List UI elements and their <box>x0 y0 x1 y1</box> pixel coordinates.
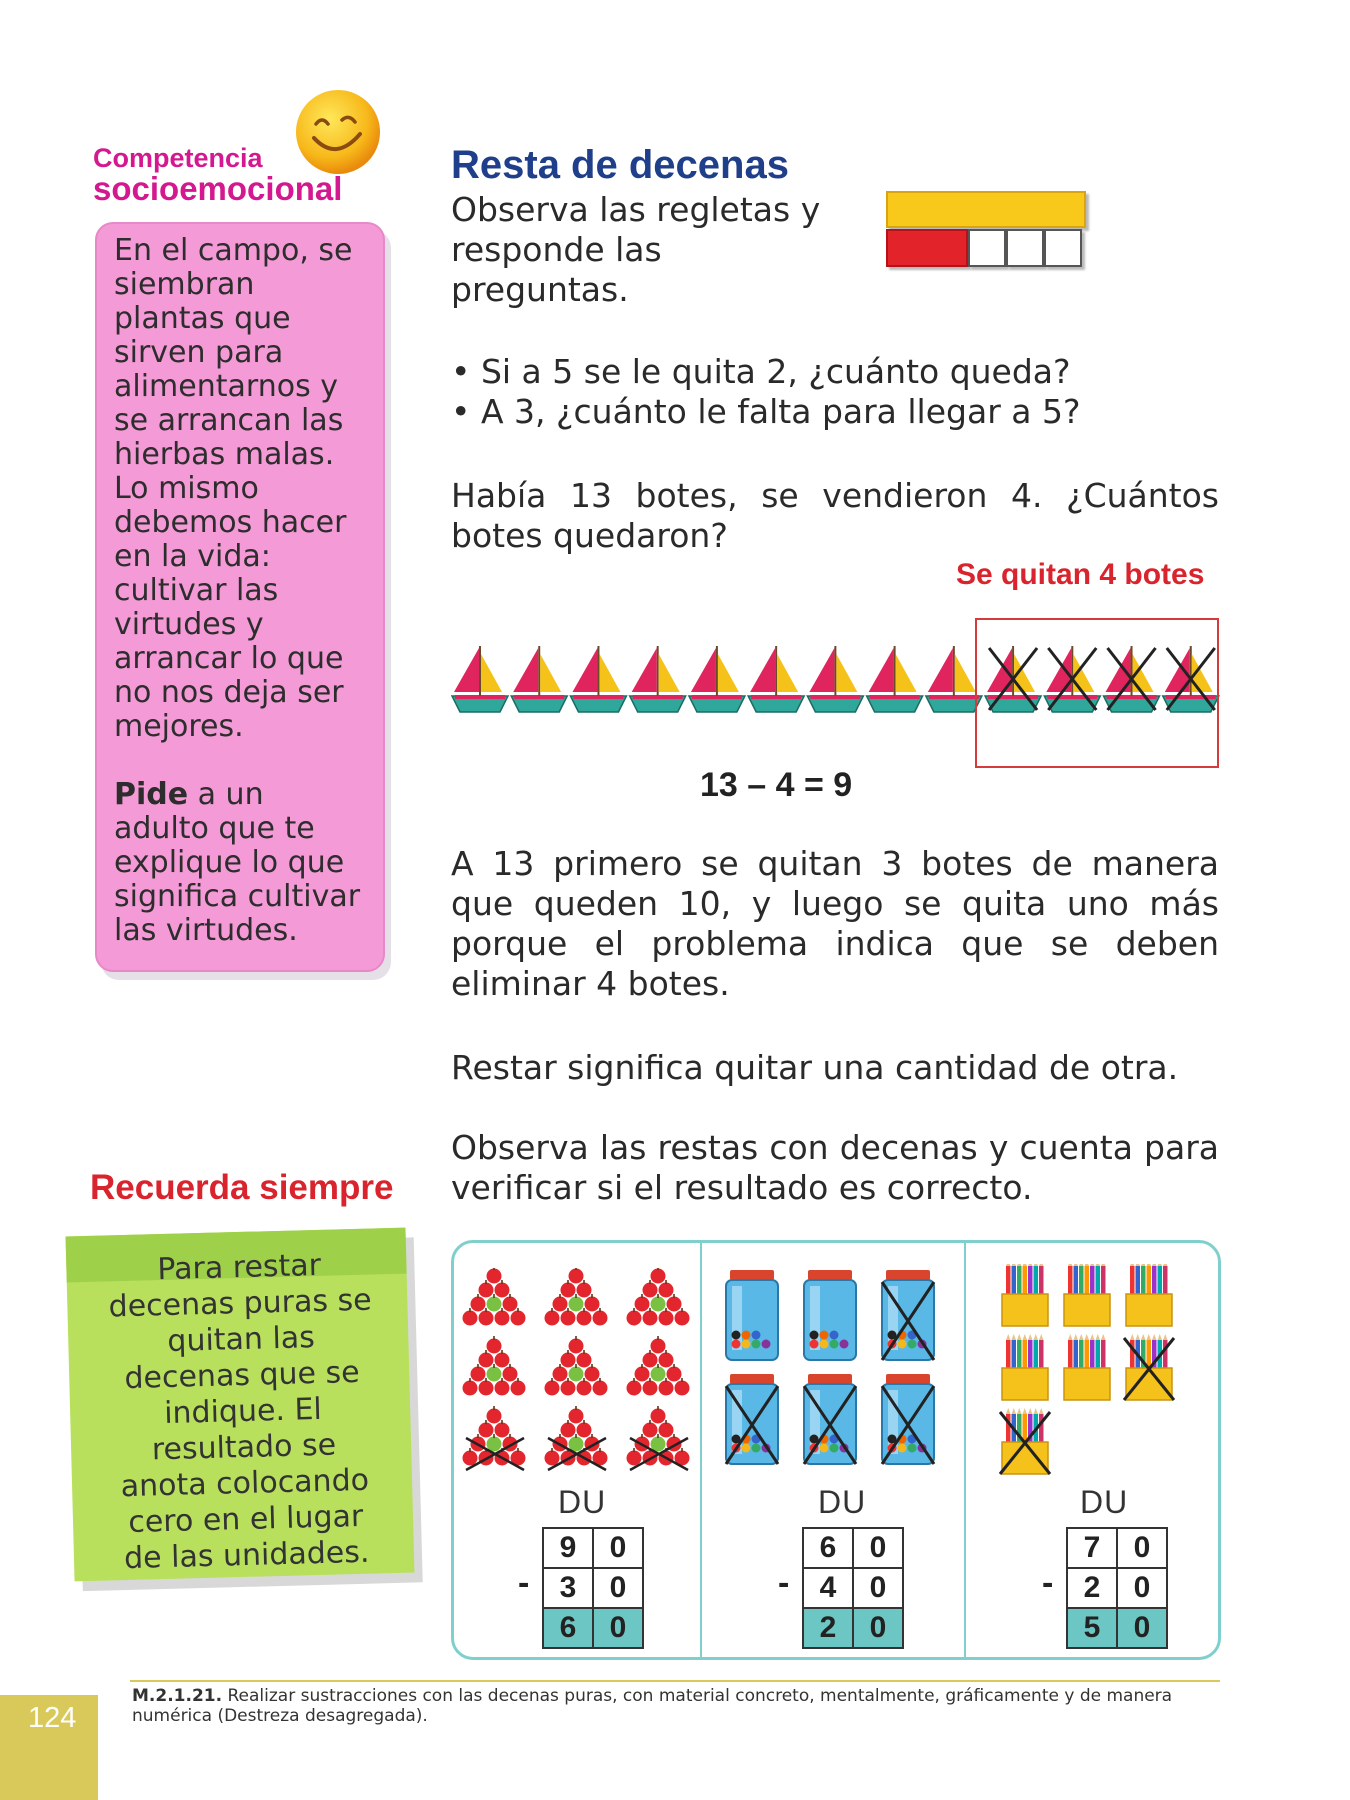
green-line: Para restar <box>156 1247 322 1288</box>
minus-sign: - <box>778 1564 790 1602</box>
boat-icon <box>807 646 863 712</box>
pide-bold: Pide <box>114 777 189 812</box>
observa-restas-text: Observa las restas con decenas y cuenta para verificar si el resultado es correcto. <box>451 1128 1219 1207</box>
green-line: cero en el lugar <box>127 1498 364 1541</box>
pencil-box-icon <box>1002 1334 1048 1400</box>
green-line: resultado se <box>151 1427 337 1468</box>
apple-group-icon <box>627 1336 690 1396</box>
regleta-unit <box>1044 229 1082 267</box>
pink-line: no nos deja ser <box>114 675 344 710</box>
panel-divider <box>700 1243 702 1657</box>
subtraction-table-2 <box>802 1527 904 1649</box>
pink-line: mejores. <box>114 709 244 744</box>
digit-cell: 0 <box>853 1568 903 1608</box>
digit-cell: 4 <box>803 1568 853 1608</box>
boat-icon <box>867 646 923 712</box>
boat-icon <box>926 646 982 712</box>
recuerda-text <box>84 1246 402 1578</box>
du-label: DU <box>818 1484 867 1520</box>
minus-sign: - <box>518 1564 530 1602</box>
pide-line <box>114 778 382 812</box>
digit-cell: 0 <box>1117 1568 1167 1608</box>
pink-line: siembran <box>114 267 255 302</box>
page-title: Resta de decenas <box>451 143 789 187</box>
apple-group-icon <box>627 1406 690 1470</box>
pencil-box-icon <box>1126 1264 1172 1326</box>
pink-line: las virtudes. <box>114 913 298 948</box>
pencil-box-icon <box>1064 1264 1110 1326</box>
candy-jar-icon <box>882 1374 934 1464</box>
digit-cell: 3 <box>543 1568 593 1608</box>
result-cell: 2 <box>803 1608 853 1648</box>
skill-text: Realizar sustracciones con las decenas puras, con material concreto, mentalmente, gráficamente y de manera numérica (Destreza desagregada). <box>132 1686 1173 1726</box>
question-2: • A 3, ¿cuánto le falta para llegar a 5? <box>451 392 1081 431</box>
socioemotional-text <box>114 234 382 948</box>
digit-cell: 0 <box>853 1528 903 1568</box>
regleta-unit <box>968 229 1006 267</box>
pink-line: plantas que <box>114 301 291 336</box>
recuerda-title: Recuerda siempre <box>90 1168 394 1207</box>
subtraction-table-3 <box>1066 1527 1168 1649</box>
green-line: de las unidades. <box>123 1534 370 1577</box>
digit-cell: 9 <box>543 1528 593 1568</box>
apple-group-icon <box>545 1268 608 1326</box>
apple-group-icon <box>463 1406 526 1470</box>
apple-group-icon <box>627 1268 690 1326</box>
restar-definition: Restar significa quitar una cantidad de otra. <box>451 1048 1179 1087</box>
pink-line: virtudes y <box>114 607 264 642</box>
minus-sign: - <box>1042 1564 1054 1602</box>
boat-icon <box>689 646 745 712</box>
apple-group-icon <box>545 1336 608 1396</box>
digit-cell: 0 <box>593 1568 643 1608</box>
green-line: decenas que se <box>124 1354 361 1397</box>
question-1: • Si a 5 se le quita 2, ¿cuánto queda? <box>451 352 1071 391</box>
candy-jar-icon <box>726 1270 778 1360</box>
jars-illustration <box>722 1270 954 1474</box>
result-cell: 5 <box>1067 1608 1117 1648</box>
pink-line: en la vida: <box>114 539 271 574</box>
digit-cell: 0 <box>593 1528 643 1568</box>
digit-cell: 7 <box>1067 1528 1117 1568</box>
apple-group-icon <box>463 1336 526 1396</box>
regleta-two <box>886 229 968 267</box>
pink-line: sirven para <box>114 335 284 370</box>
smiley-icon <box>292 86 384 178</box>
boat-icon <box>630 646 686 712</box>
pink-line: adulto que te <box>114 811 315 846</box>
questions <box>451 352 1219 432</box>
boat-icon <box>511 646 567 712</box>
candy-jar-icon <box>804 1270 856 1360</box>
result-cell: 0 <box>853 1608 903 1648</box>
candy-jar-icon <box>882 1270 934 1360</box>
skill-code: M.2.1.21. <box>132 1686 223 1706</box>
candy-jar-icon <box>804 1374 856 1464</box>
pink-line: debemos hacer <box>114 505 347 540</box>
footer-skill <box>132 1686 1222 1726</box>
pink-line: arrancar lo que <box>114 641 344 676</box>
pencil-box-icon <box>1124 1334 1174 1400</box>
boat-icon <box>570 646 626 712</box>
regleta-five <box>886 191 1086 228</box>
observa-line2: responde las preguntas. <box>451 230 662 309</box>
result-cell: 6 <box>543 1608 593 1648</box>
result-cell: 0 <box>593 1608 643 1648</box>
apple-group-icon <box>545 1406 608 1470</box>
pencil-box-icon <box>1064 1334 1110 1400</box>
pink-line: explique lo que <box>114 845 345 880</box>
pink-line: se arrancan las <box>114 403 344 438</box>
pink-line: alimentarnos y <box>114 369 338 404</box>
pink-line: cultivar las <box>114 573 279 608</box>
du-label: DU <box>558 1484 607 1520</box>
green-line: indique. El <box>163 1391 323 1432</box>
pencils-illustration <box>996 1264 1186 1490</box>
green-line: decenas puras se <box>108 1282 373 1325</box>
pink-line: Lo mismo <box>114 471 259 506</box>
digit-cell: 6 <box>803 1528 853 1568</box>
observa-line1: Observa las regletas y <box>451 190 821 229</box>
pencil-box-icon <box>1000 1408 1050 1474</box>
observa-regletas-text <box>451 190 831 310</box>
green-line: anota colocando <box>120 1462 370 1505</box>
pink-line: En el campo, se <box>114 233 353 268</box>
subtraction-table-1 <box>542 1527 644 1649</box>
pink-line: significa cultivar <box>114 879 361 914</box>
du-label: DU <box>1080 1484 1129 1520</box>
competencia-line2: socioemocional <box>93 170 343 208</box>
equation: 13 – 4 = 9 <box>700 766 853 804</box>
green-line: quitan las <box>166 1320 316 1359</box>
candy-jar-icon <box>726 1374 778 1464</box>
page-number: 124 <box>28 1702 77 1734</box>
problem-text: Había 13 botes, se vendieron 4. ¿Cuántos botes quedaron? <box>451 476 1219 555</box>
panel-divider <box>964 1243 966 1657</box>
digit-cell: 0 <box>1117 1528 1167 1568</box>
pink-line: hierbas malas. <box>114 437 335 472</box>
footer-divider <box>130 1680 1220 1682</box>
pide-rest: a un <box>188 777 264 812</box>
digit-cell: 2 <box>1067 1568 1117 1608</box>
competencia-line1: Competencia <box>93 143 263 173</box>
boat-icon <box>748 646 804 712</box>
removed-boats-frame <box>975 618 1219 768</box>
explanation-text: A 13 primero se quitan 3 botes de manera que queden 10, y luego se quita uno más porque el problema indica que se deben eliminar 4 botes. <box>451 844 1219 1003</box>
regleta-unit <box>1006 229 1044 267</box>
boat-icon <box>452 646 508 712</box>
result-cell: 0 <box>1117 1608 1167 1648</box>
apples-illustration <box>458 1268 698 1474</box>
apple-group-icon <box>463 1268 526 1326</box>
pencil-box-icon <box>1002 1264 1048 1326</box>
se-quitan-label: Se quitan 4 botes <box>956 558 1205 591</box>
